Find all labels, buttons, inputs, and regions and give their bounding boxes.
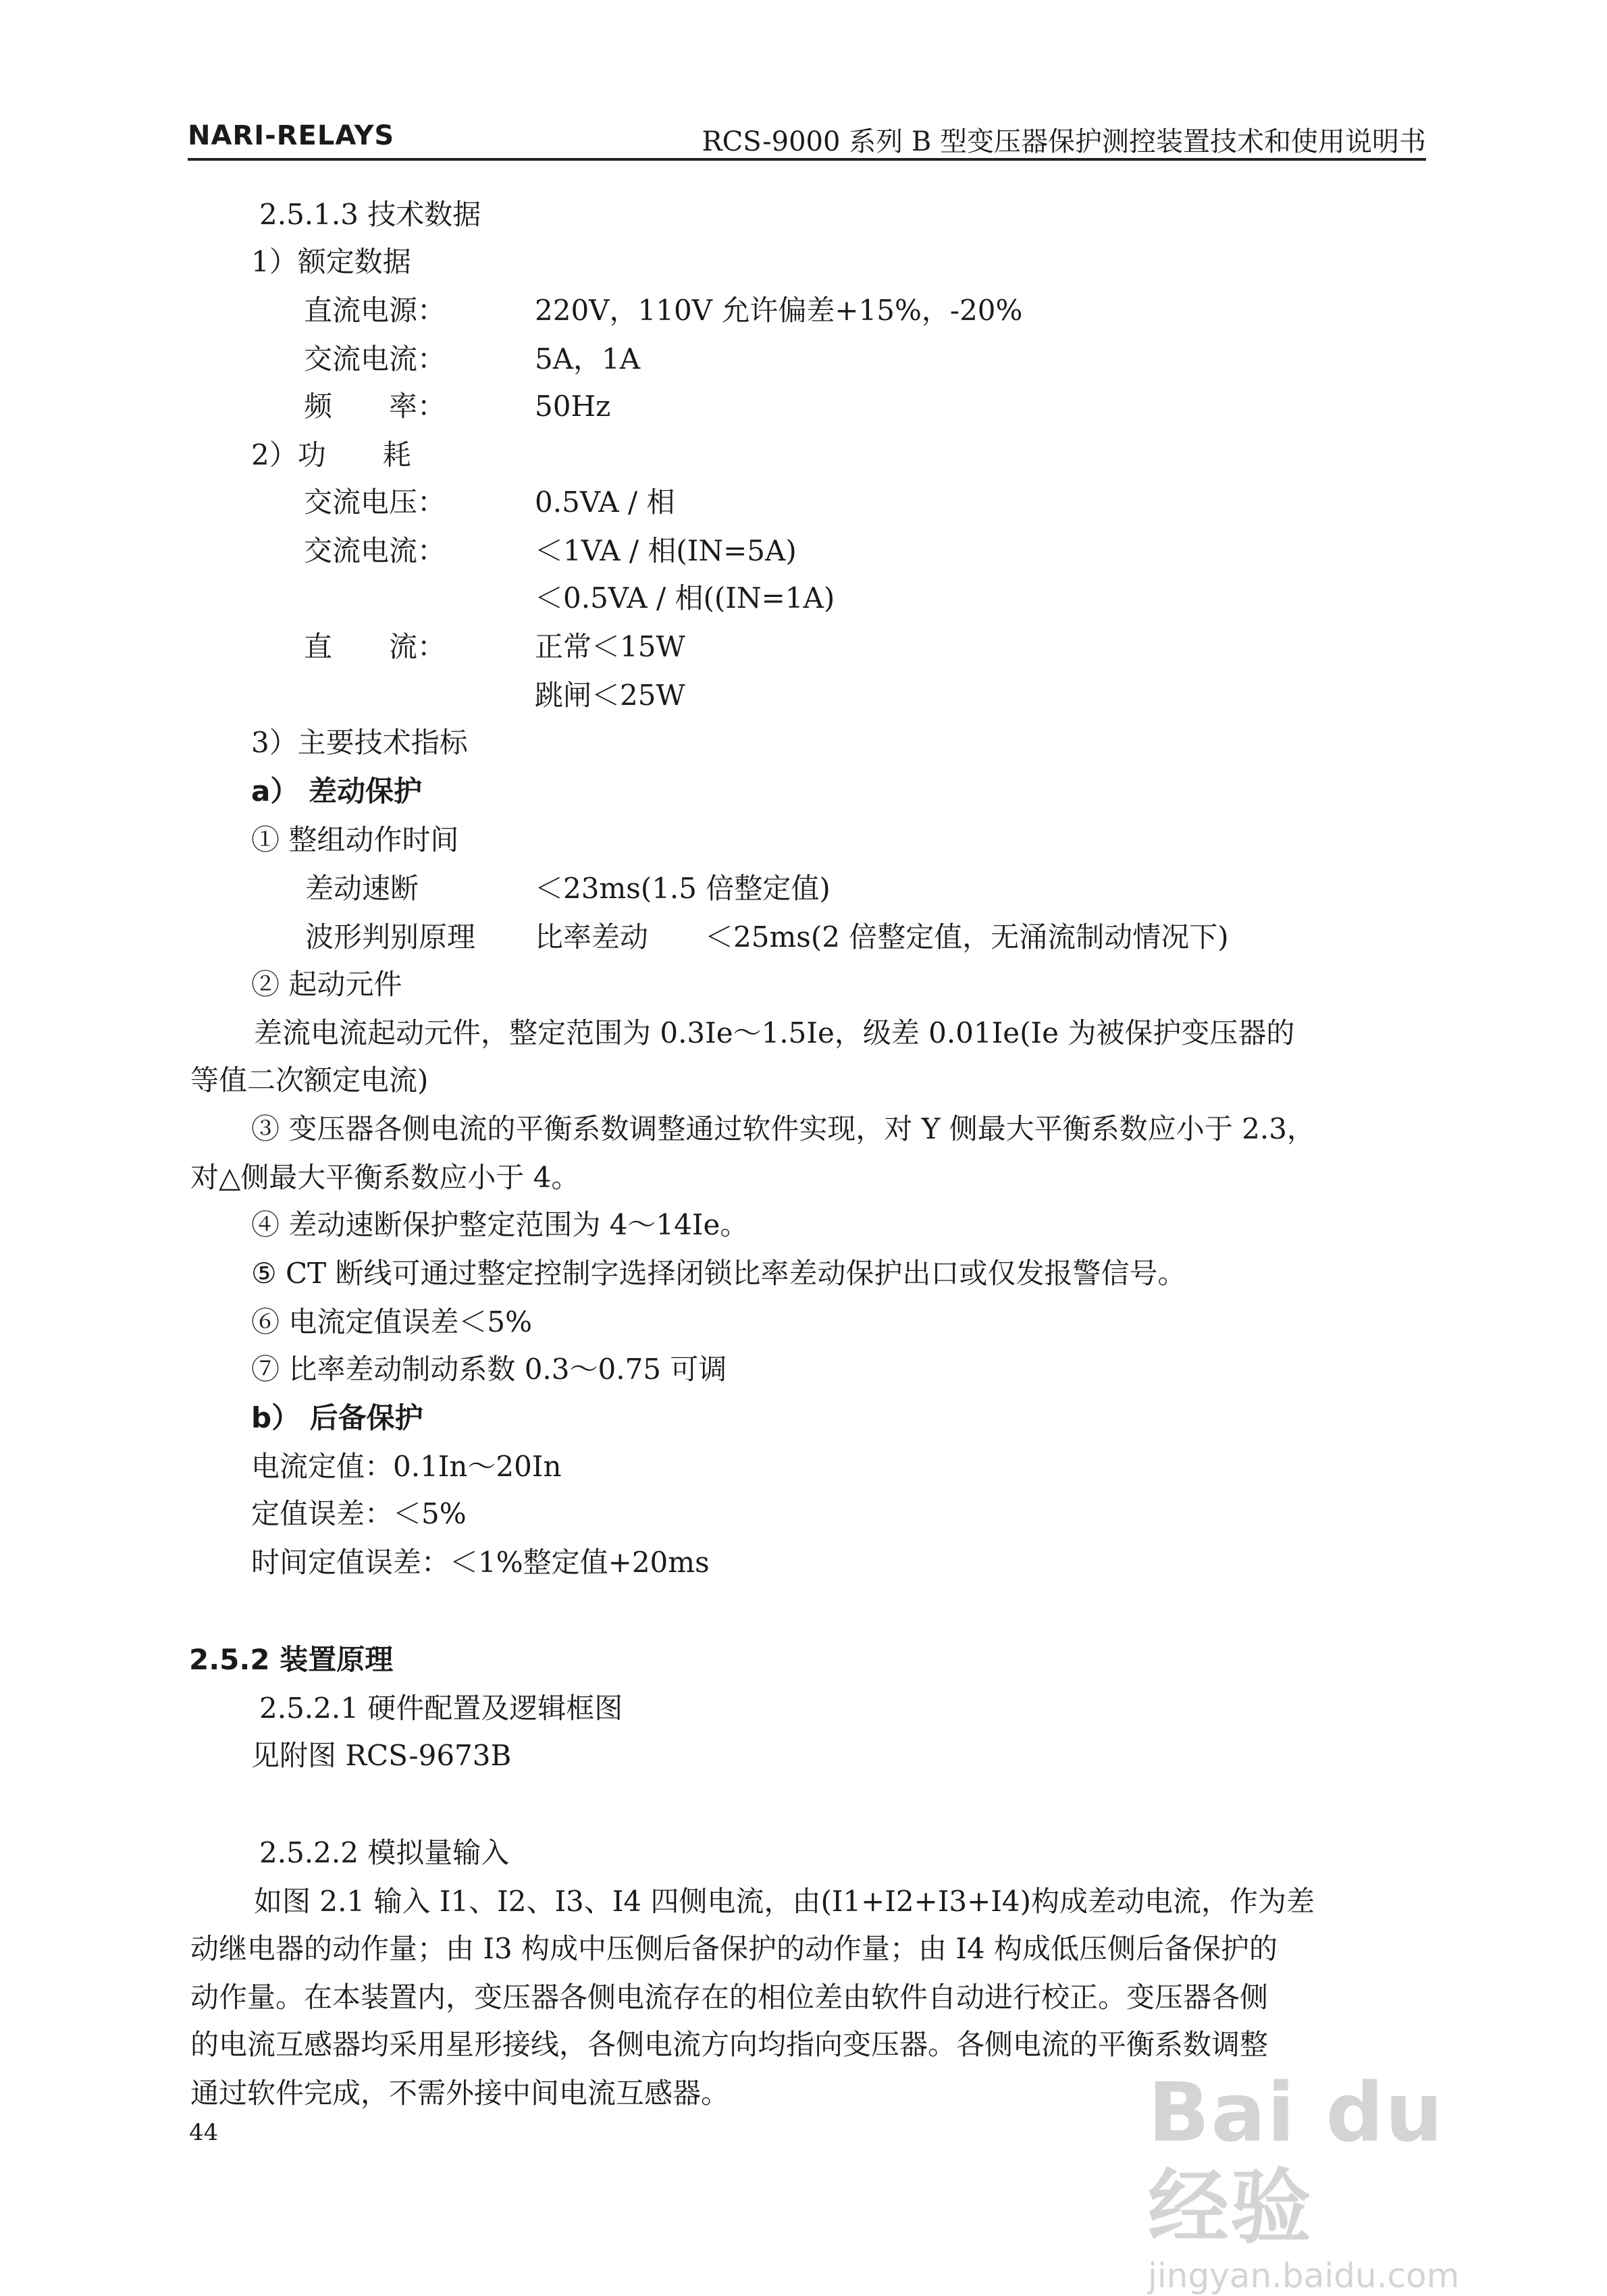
ac-current-label: 交流电流：	[304, 342, 446, 375]
backup-time-setting-error: 时间定值误差：＜1%整定值+20ms	[251, 1546, 710, 1579]
fast-trip-value: ＜23ms(1.5 倍整定值)	[535, 872, 831, 905]
header-brand: NARI-RELAYS	[188, 120, 395, 151]
fast-trip-label: 差动速断	[305, 872, 419, 905]
para-startup-line-1: 差流电流起动元件，整定范围为 0.3Ie～1.5Ie，级差 0.01Ie(Ie 为被保护变压器的	[254, 1016, 1295, 1049]
page-number: 44	[189, 2119, 219, 2146]
subsection-text-2521: 见附图 RCS-9673B	[251, 1739, 512, 1772]
analog-input-line-2: 动继电器的动作量；由 I3 构成中压侧后备保护的动作量；由 I4 构成低压侧后备保护的	[190, 1932, 1278, 1965]
baidu-watermark	[1148, 2066, 1499, 2295]
ac-voltage-value: 0.5VA / 相	[535, 486, 675, 519]
subsection-heading-2521: 2.5.2.1 硬件配置及逻辑框图	[259, 1692, 623, 1725]
ac-current-power-value-1: ＜1VA / 相(IN=5A)	[535, 534, 797, 567]
main-specs-heading: 3）主要技术指标	[251, 726, 468, 759]
item-5: ⑤ CT 断线可通过整定控制字选择闭锁比率差动保护出口或仅发报警信号。	[251, 1257, 1186, 1290]
item-3-line-2: 对△侧最大平衡系数应小于 4。	[190, 1161, 580, 1194]
item-3-line-1: ③ 变压器各侧电流的平衡系数调整通过软件实现，对 Y 侧最大平衡系数应小于 2.3，	[251, 1112, 1315, 1145]
frequency-value: 50Hz	[535, 390, 611, 423]
dc-supply-label: 直流电源：	[304, 294, 446, 327]
analog-input-line-1: 如图 2.1 输入 I1、I2、I3、I4 四侧电流，由(I1+I2+I3+I4)构成差动电流，作为差	[254, 1885, 1315, 1918]
watermark-url: jingyan.baidu.com	[1148, 2256, 1460, 2295]
section-heading-252: 2.5.2 装置原理	[189, 1643, 394, 1676]
differential-protection-heading: a） 差动保护	[251, 775, 422, 808]
item-2: ② 起动元件	[251, 968, 402, 1001]
backup-current-setting: 电流定值：0.1In～20In	[251, 1450, 562, 1483]
ac-current-value: 5A，1A	[535, 342, 641, 375]
ac-current-power-label: 交流电流：	[304, 534, 446, 567]
watermark-logo: Bai du 经验	[1148, 2066, 1444, 2255]
section-heading-2513: 2.5.1.3 技术数据	[259, 198, 481, 231]
header-rule	[188, 158, 1426, 161]
ac-current-power-value-2: ＜0.5VA / 相((IN=1A)	[535, 581, 835, 615]
analog-input-line-3: 动作量。在本装置内，变压器各侧电流存在的相位差由软件自动进行校正。变压器各侧	[190, 1981, 1269, 2014]
analog-input-line-5: 通过软件完成，不需外接中间电流互感器。	[190, 2077, 730, 2110]
dc-supply-value: 220V，110V 允许偏差+15%，-20%	[535, 294, 1023, 327]
header-title: RCS-9000 系列 B 型变压器保护测控装置技术和使用说明书	[702, 126, 1426, 157]
waveform-value: 比率差动 ＜25ms(2 倍整定值，无涌流制动情况下)	[535, 920, 1229, 954]
item-7: ⑦ 比率差动制动系数 0.3～0.75 可调	[251, 1353, 727, 1386]
analog-input-line-4: 的电流互感器均采用星形接线，各侧电流方向均指向变压器。各侧电流的平衡系数调整	[190, 2028, 1269, 2061]
ac-voltage-label: 交流电压：	[304, 486, 446, 519]
item-4: ④ 差动速断保护整定范围为 4～14Ie。	[251, 1208, 749, 1241]
frequency-label: 频 率：	[304, 390, 446, 423]
item-6: ⑥ 电流定值误差＜5%	[251, 1305, 532, 1338]
waveform-label: 波形判别原理	[305, 920, 476, 954]
para-startup-line-2: 等值二次额定电流)	[190, 1064, 429, 1097]
dc-power-label: 直 流：	[304, 630, 446, 663]
subsection-heading-2522: 2.5.2.2 模拟量输入	[259, 1836, 510, 1869]
dc-power-value-2: 跳闸＜25W	[535, 679, 685, 712]
dc-power-value-1: 正常＜15W	[535, 630, 685, 663]
power-heading: 2）功 耗	[251, 438, 411, 471]
backup-protection-heading: b） 后备保护	[251, 1401, 423, 1434]
item-1: ① 整组动作时间	[251, 823, 459, 856]
rated-data-heading: 1）额定数据	[251, 245, 411, 278]
backup-setting-error: 定值误差：＜5%	[251, 1497, 467, 1530]
